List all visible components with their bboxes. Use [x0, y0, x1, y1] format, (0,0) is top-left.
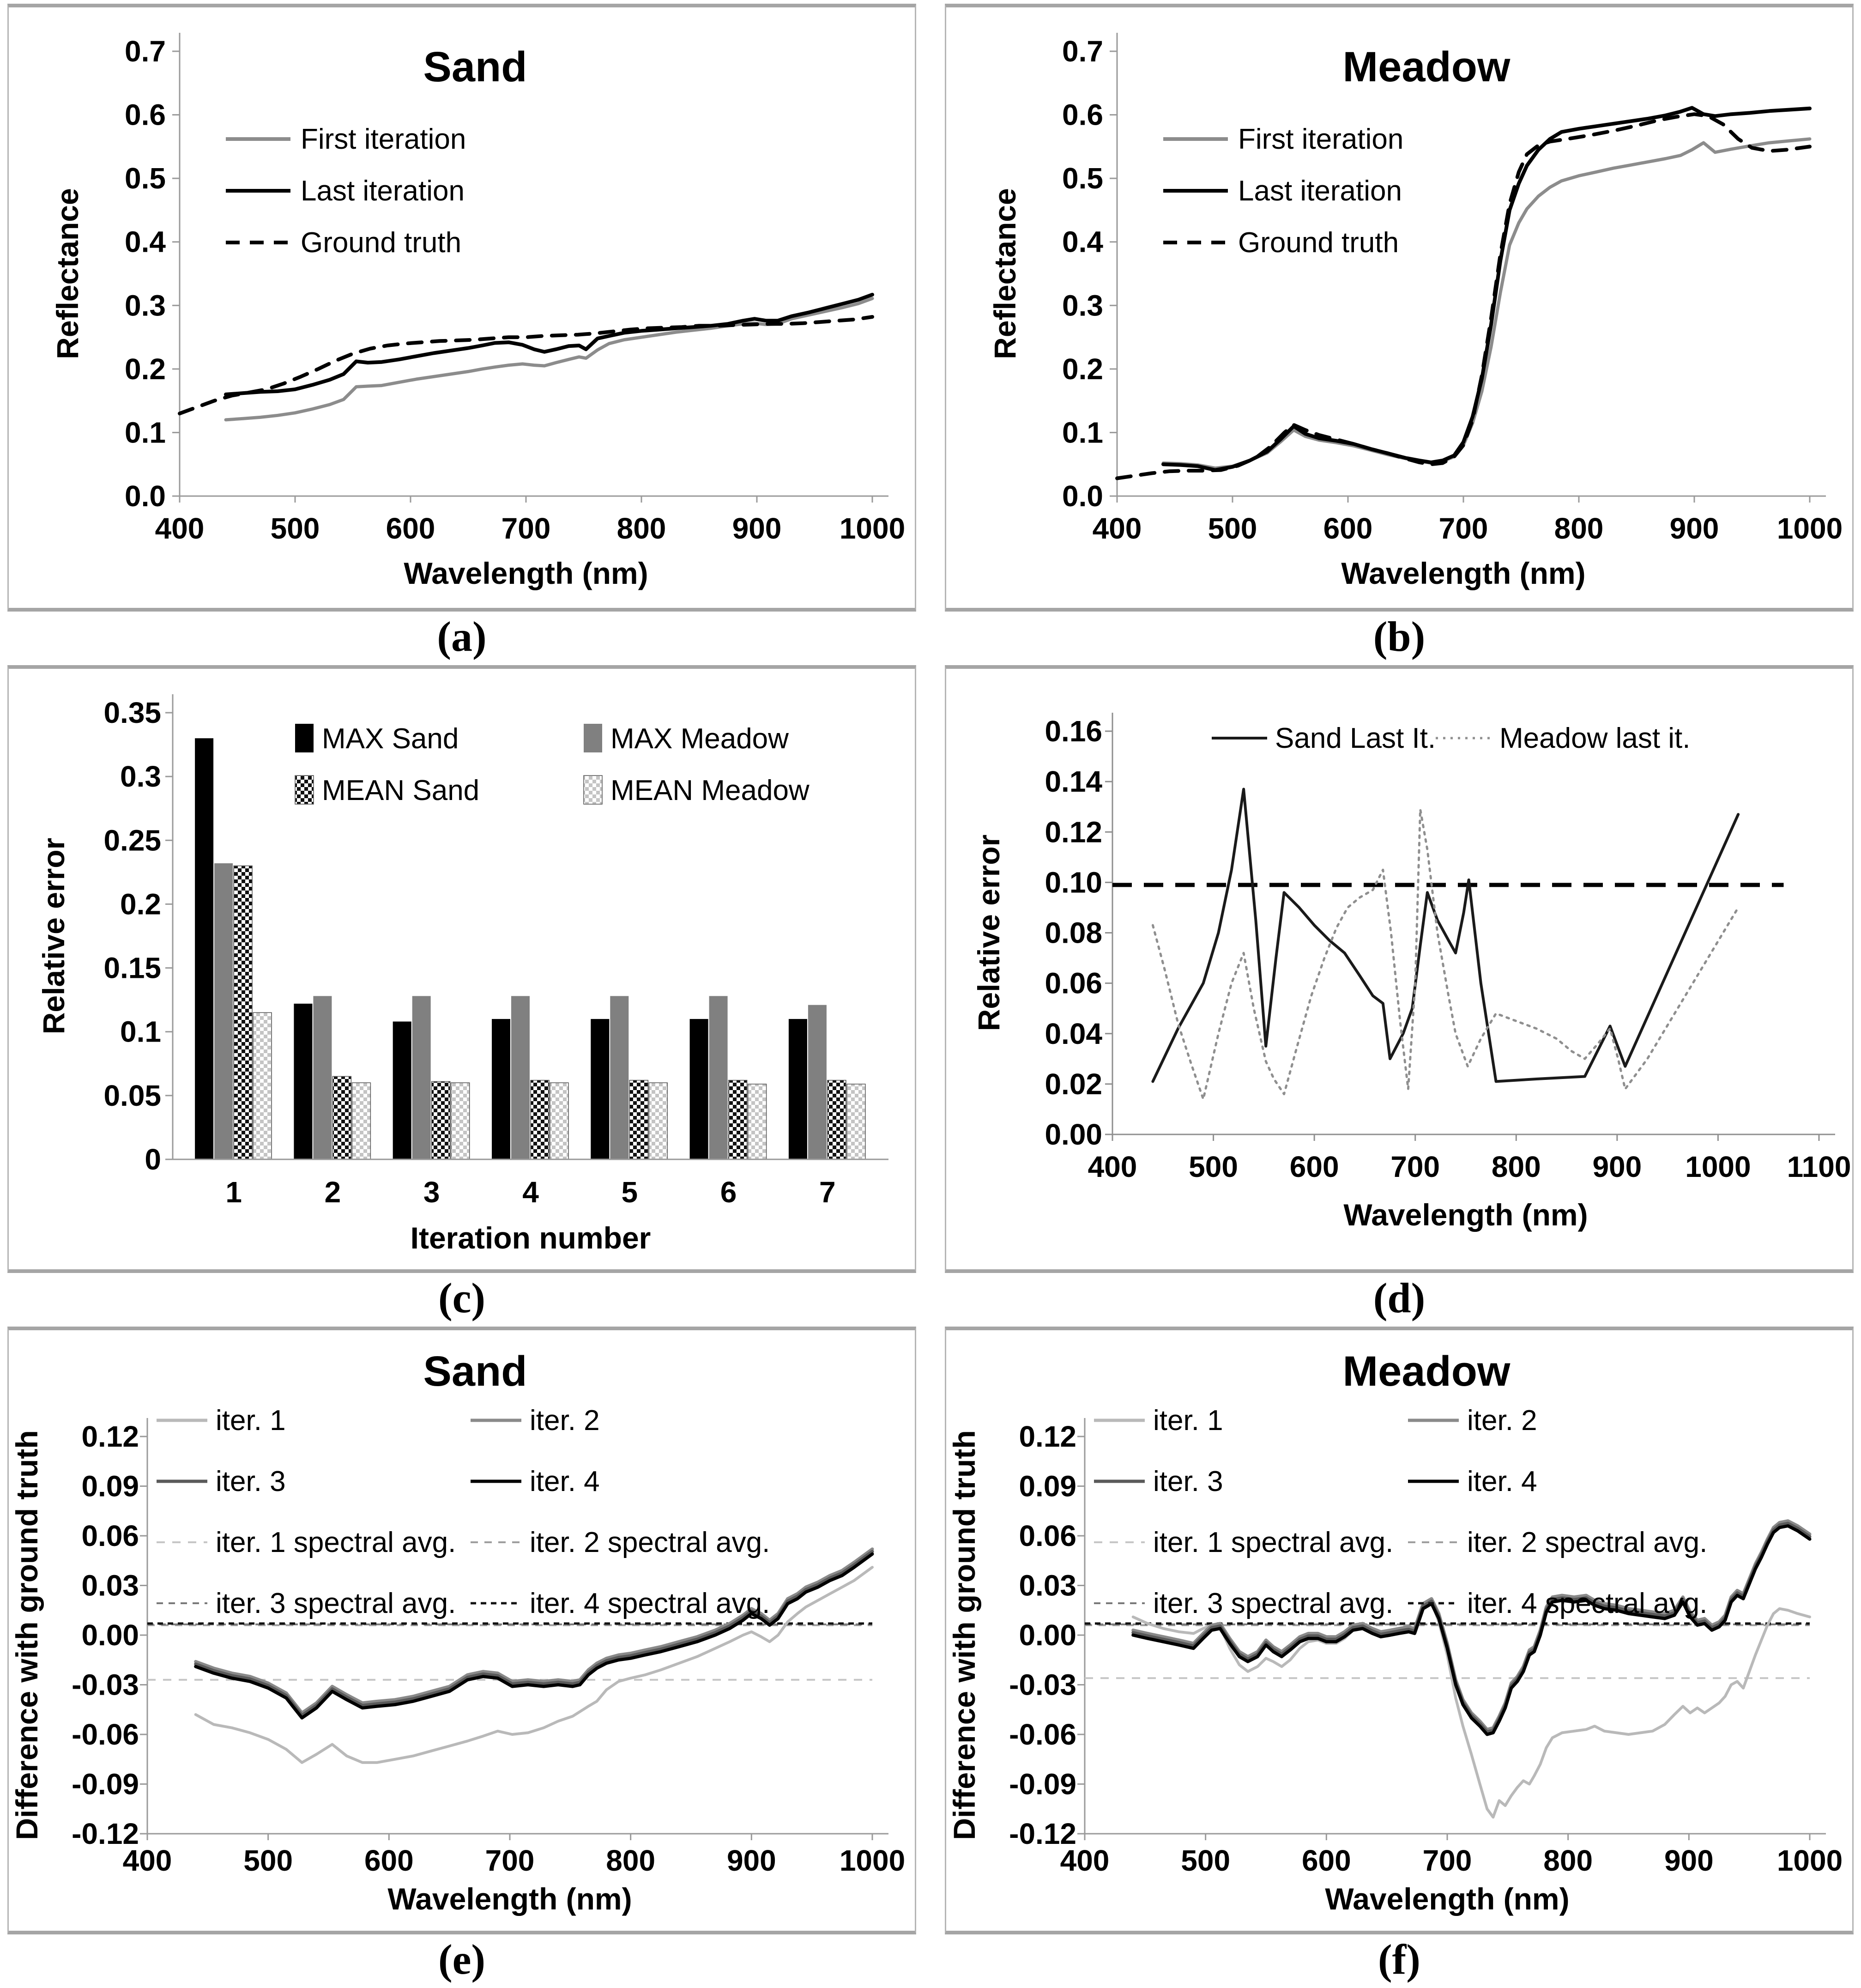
- legend-label-iter-2-spectral-avg-: iter. 2 spectral avg.: [1467, 1527, 1708, 1558]
- y-tick-label: -0.06: [72, 1718, 139, 1751]
- y-tick-label: 0.1: [125, 416, 166, 449]
- y-tick-label: 0.09: [81, 1469, 139, 1503]
- y-tick-label: 0.03: [1019, 1569, 1076, 1602]
- y-tick-label: -0.09: [72, 1767, 139, 1801]
- legend-label-iter-1: iter. 1: [1153, 1405, 1223, 1436]
- y-tick-label: 0.09: [1019, 1469, 1076, 1503]
- y-tick-label: -0.03: [1009, 1668, 1076, 1702]
- bar-max-meadow-7: [808, 1005, 827, 1159]
- y-tick-label: 0.16: [1045, 715, 1102, 748]
- chart-title: Sand: [423, 43, 527, 91]
- legend-label-iter-2-spectral-avg-: iter. 2 spectral avg.: [530, 1527, 770, 1558]
- x-tick-label: 600: [1323, 512, 1373, 545]
- bar-mean-meadow-1: [253, 1012, 272, 1159]
- legend-marker-max-meadow: [584, 724, 602, 752]
- legend-label-iter-1: iter. 1: [216, 1405, 286, 1436]
- chart-b: [946, 7, 1852, 608]
- x-tick-label: 800: [1554, 512, 1604, 545]
- x-tick-label: 4: [522, 1176, 539, 1209]
- chart-f-panel: [945, 1327, 1854, 1934]
- y-tick-label: 0.06: [1019, 1519, 1076, 1552]
- y-tick-label: 0.1: [120, 1015, 161, 1049]
- y-tick-label: 0.2: [1062, 352, 1103, 386]
- x-tick-label: 400: [1060, 1844, 1110, 1877]
- x-axis-title: Wavelength (nm): [1343, 1198, 1588, 1232]
- y-tick-label: 0.6: [125, 98, 166, 132]
- x-tick-label: 5: [621, 1176, 638, 1209]
- legend-label-sand-last-it-: Sand Last It.: [1275, 722, 1436, 754]
- caption-d: (d): [1373, 1274, 1426, 1321]
- caption-c: (c): [438, 1274, 486, 1321]
- x-tick-label: 500: [1189, 1150, 1238, 1183]
- legend-marker-max-sand: [295, 724, 314, 752]
- y-axis-title: Relative error: [36, 837, 71, 1035]
- bar-max-sand-1: [195, 738, 213, 1159]
- legend-label-iter-3-spectral-avg-: iter. 3 spectral avg.: [216, 1588, 456, 1619]
- y-axis-title: Reflectance: [988, 188, 1022, 359]
- legend-label-iter-4: iter. 4: [1467, 1466, 1537, 1497]
- legend-label-first-iteration: First iteration: [301, 123, 466, 155]
- y-tick-label: 0.15: [103, 951, 161, 985]
- x-tick-label: 600: [386, 512, 435, 545]
- series-iter-1: [1133, 1602, 1810, 1817]
- series-iter-4: [196, 1554, 872, 1718]
- y-tick-label: 0.06: [1045, 966, 1102, 1000]
- bar-mean-meadow-3: [451, 1083, 470, 1159]
- bar-mean-meadow-7: [847, 1084, 865, 1159]
- y-tick-label: -0.06: [1009, 1718, 1076, 1751]
- y-tick-label: -0.03: [72, 1668, 139, 1702]
- y-tick-label: 0.3: [125, 289, 166, 322]
- x-tick-label: 1000: [1776, 512, 1843, 545]
- chart-a-panel: [7, 4, 916, 612]
- bar-max-meadow-3: [412, 996, 431, 1159]
- x-tick-label: 600: [1289, 1150, 1339, 1183]
- bar-mean-sand-3: [432, 1082, 450, 1160]
- bar-max-sand-4: [492, 1019, 510, 1159]
- bar-mean-sand-7: [828, 1080, 846, 1159]
- legend-label-iter-3: iter. 3: [1153, 1466, 1223, 1497]
- y-tick-label: 0: [145, 1143, 161, 1176]
- legend-label-iter-2: iter. 2: [1467, 1405, 1537, 1436]
- x-tick-label: 400: [155, 512, 205, 545]
- bar-max-meadow-4: [511, 996, 530, 1159]
- series-ground-truth: [1117, 114, 1810, 478]
- y-tick-label: 0.00: [81, 1618, 139, 1652]
- legend-label-meadow-last-it-: Meadow last it.: [1499, 722, 1691, 754]
- legend-label-mean-meadow: MEAN Meadow: [610, 775, 810, 806]
- x-axis-title: Wavelength (nm): [1325, 1882, 1570, 1916]
- x-tick-label: 700: [1438, 512, 1488, 545]
- legend-label-ground-truth: Ground truth: [301, 227, 462, 259]
- x-tick-label: 6: [720, 1176, 737, 1209]
- y-tick-label: 0.14: [1045, 765, 1102, 799]
- x-axis-title: Wavelength (nm): [404, 556, 648, 590]
- x-tick-label: 500: [1181, 1844, 1231, 1877]
- y-tick-label: 0.0: [125, 479, 166, 513]
- y-tick-label: 0.05: [103, 1079, 161, 1112]
- y-tick-label: 0.08: [1045, 916, 1102, 950]
- bar-max-sand-3: [393, 1022, 411, 1159]
- series-iter-2: [196, 1549, 872, 1713]
- legend-label-first-iteration: First iteration: [1238, 123, 1404, 155]
- legend-label-iter-1-spectral-avg-: iter. 1 spectral avg.: [1153, 1527, 1394, 1558]
- bar-max-meadow-6: [709, 996, 728, 1159]
- legend-label-max-sand: MAX Sand: [322, 723, 459, 755]
- series-iter-3: [196, 1552, 872, 1715]
- y-tick-label: 0.12: [1019, 1420, 1076, 1453]
- x-tick-label: 600: [1301, 1844, 1351, 1877]
- chart-c: [9, 669, 915, 1269]
- series-last-iteration: [1163, 108, 1810, 470]
- chart-title: Sand: [423, 1348, 527, 1395]
- y-tick-label: 0.5: [125, 162, 166, 195]
- bar-mean-sand-5: [629, 1080, 648, 1159]
- y-tick-label: 0.4: [1062, 225, 1103, 259]
- legend-label-max-meadow: MAX Meadow: [610, 723, 789, 755]
- legend-label-last-iteration: Last iteration: [1238, 175, 1402, 207]
- legend-label-ground-truth: Ground truth: [1238, 227, 1399, 259]
- bar-max-sand-2: [294, 1004, 312, 1159]
- panel-e: [7, 1327, 916, 1988]
- legend-marker-mean-sand: [295, 776, 314, 804]
- y-tick-label: 0.06: [81, 1519, 139, 1552]
- x-tick-label: 800: [1491, 1150, 1541, 1183]
- x-tick-label: 400: [122, 1844, 172, 1877]
- x-tick-label: 400: [1092, 512, 1142, 545]
- chart-a: [9, 7, 915, 608]
- panel-b: [945, 4, 1854, 665]
- chart-f: [946, 1330, 1852, 1931]
- legend-label-iter-3-spectral-avg-: iter. 3 spectral avg.: [1153, 1588, 1394, 1619]
- x-tick-label: 1100: [1787, 1150, 1851, 1183]
- bar-max-sand-5: [591, 1019, 609, 1159]
- bar-mean-meadow-5: [649, 1083, 667, 1159]
- y-tick-label: 0.00: [1045, 1118, 1102, 1151]
- y-axis-title: Difference with ground truth: [947, 1430, 981, 1840]
- y-tick-label: 0.0: [1062, 479, 1103, 513]
- chart-e-panel: [7, 1327, 916, 1934]
- x-axis-title: Iteration number: [410, 1221, 651, 1255]
- x-tick-label: 3: [423, 1176, 440, 1209]
- chart-e: [9, 1330, 915, 1931]
- x-tick-label: 500: [270, 512, 320, 545]
- y-tick-label: 0.3: [1062, 289, 1103, 322]
- x-tick-label: 900: [1664, 1844, 1714, 1877]
- chart-title: Meadow: [1342, 1348, 1511, 1395]
- y-axis-title: Relative error: [972, 834, 1006, 1031]
- caption-e: (e): [438, 1936, 486, 1983]
- x-tick-label: 900: [726, 1844, 776, 1877]
- y-tick-label: 0.5: [1062, 162, 1103, 195]
- x-tick-label: 800: [606, 1844, 656, 1877]
- panel-d: [945, 665, 1854, 1327]
- x-tick-label: 500: [1208, 512, 1257, 545]
- y-tick-label: 0.3: [120, 760, 161, 794]
- legend-label-iter-2: iter. 2: [530, 1405, 600, 1436]
- series-sand-last-it-: [1153, 789, 1738, 1082]
- chart-d-panel: [945, 665, 1854, 1273]
- bar-max-meadow-2: [313, 996, 332, 1159]
- y-tick-label: 0.2: [120, 887, 161, 921]
- x-tick-label: 700: [501, 512, 551, 545]
- x-tick-label: 700: [485, 1844, 535, 1877]
- y-tick-label: -0.09: [1009, 1767, 1076, 1801]
- x-tick-label: 1000: [1776, 1844, 1843, 1877]
- y-tick-label: 0.7: [1062, 35, 1103, 68]
- chart-b-panel: [945, 4, 1854, 612]
- y-tick-label: 0.04: [1045, 1017, 1102, 1050]
- bar-mean-meadow-4: [550, 1083, 568, 1159]
- series-first-iteration: [226, 298, 872, 420]
- y-tick-label: 0.00: [1019, 1618, 1076, 1652]
- legend-label-iter-3: iter. 3: [216, 1466, 286, 1497]
- y-tick-label: 0.03: [81, 1569, 139, 1602]
- x-tick-label: 900: [1669, 512, 1719, 545]
- x-tick-label: 1: [225, 1176, 242, 1209]
- y-tick-label: -0.12: [72, 1817, 139, 1850]
- y-tick-label: 0.12: [81, 1420, 139, 1453]
- bar-mean-meadow-6: [748, 1084, 767, 1159]
- x-tick-label: 700: [1390, 1150, 1440, 1183]
- bar-max-sand-7: [789, 1019, 807, 1159]
- x-tick-label: 2: [324, 1176, 341, 1209]
- panel-a: [7, 4, 916, 665]
- x-axis-title: Wavelength (nm): [387, 1882, 632, 1916]
- bar-mean-meadow-2: [352, 1083, 370, 1159]
- y-tick-label: 0.1: [1062, 416, 1103, 449]
- legend-label-last-iteration: Last iteration: [301, 175, 465, 207]
- bar-mean-sand-6: [729, 1080, 747, 1159]
- series-last-iteration: [226, 295, 872, 394]
- chart-title: Meadow: [1342, 43, 1511, 91]
- bar-max-meadow-1: [214, 863, 233, 1159]
- x-tick-label: 7: [819, 1176, 836, 1209]
- y-tick-label: 0.12: [1045, 815, 1102, 849]
- y-tick-label: 0.4: [125, 225, 166, 259]
- y-tick-label: 0.10: [1045, 866, 1102, 899]
- legend-label-mean-sand: MEAN Sand: [322, 775, 480, 806]
- y-tick-label: -0.12: [1009, 1817, 1076, 1850]
- x-tick-label: 400: [1088, 1150, 1137, 1183]
- x-tick-label: 500: [243, 1844, 293, 1877]
- y-axis-title: Reflectance: [50, 188, 85, 359]
- chart-d: [946, 669, 1852, 1269]
- y-tick-label: 0.7: [125, 35, 166, 68]
- legend-label-iter-4-spectral-avg-: iter. 4 spectral avg.: [1467, 1588, 1708, 1619]
- y-tick-label: 0.6: [1062, 98, 1103, 132]
- chart-c-panel: [7, 665, 916, 1273]
- y-tick-label: 0.35: [103, 696, 161, 729]
- series-meadow-last-it-: [1153, 809, 1738, 1099]
- x-tick-label: 1000: [1685, 1150, 1751, 1183]
- bar-mean-sand-1: [234, 866, 252, 1160]
- x-tick-label: 1000: [839, 512, 906, 545]
- legend-label-iter-4: iter. 4: [530, 1466, 600, 1497]
- x-tick-label: 600: [364, 1844, 414, 1877]
- x-tick-label: 1000: [839, 1844, 906, 1877]
- y-tick-label: 0.25: [103, 824, 161, 857]
- panel-f: [945, 1327, 1854, 1988]
- panel-c: [7, 665, 916, 1327]
- y-tick-label: 0.2: [125, 352, 166, 386]
- bar-max-sand-6: [690, 1019, 708, 1159]
- y-axis-title: Difference with ground truth: [10, 1430, 44, 1840]
- bar-mean-sand-4: [531, 1080, 549, 1159]
- legend-label-iter-1-spectral-avg-: iter. 1 spectral avg.: [216, 1527, 456, 1558]
- bar-mean-sand-2: [332, 1076, 351, 1159]
- x-tick-label: 900: [732, 512, 782, 545]
- x-tick-label: 900: [1592, 1150, 1642, 1183]
- legend-marker-mean-meadow: [584, 776, 602, 804]
- bar-max-meadow-5: [610, 996, 628, 1159]
- y-tick-label: 0.02: [1045, 1067, 1102, 1101]
- x-tick-label: 800: [616, 512, 666, 545]
- legend-label-iter-4-spectral-avg-: iter. 4 spectral avg.: [530, 1588, 770, 1619]
- caption-b: (b): [1373, 613, 1426, 660]
- caption-a: (a): [437, 613, 487, 660]
- x-tick-label: 700: [1422, 1844, 1472, 1877]
- x-axis-title: Wavelength (nm): [1341, 556, 1586, 590]
- caption-f: (f): [1378, 1936, 1420, 1983]
- x-tick-label: 800: [1543, 1844, 1593, 1877]
